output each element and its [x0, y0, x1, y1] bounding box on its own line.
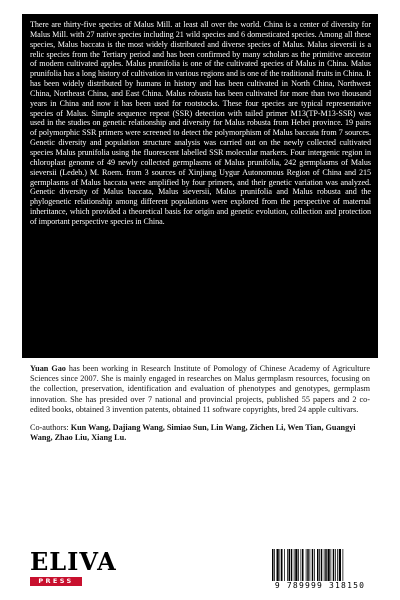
barcode-stripe: [343, 549, 344, 581]
barcode-stripe: [333, 549, 335, 581]
barcode-stripe: [277, 549, 279, 581]
barcode-stripe: [319, 549, 320, 581]
abstract-text: There are thirty-five species of Malus Mill. at least all over the world. China is a center of diversity for Malus Mill. with 27 native species including 21 wild species and 6 domesticated species. Among all these species, Malus baccata is the most widely distributed and diverse species of Malus. Malus sieversii is a relic species from the Tertiary period and has been confirmed by many scholars as the primitive ancestor of modern cultivated apples. Malus prunifolia is one of the cultivated species of Malus in China. Malus prunifolia has a long history of cultivation in various regions and is one of the traditional fruits in China. It has been widely distributed by humans in history and has been cultivated in North China, Northwest China, Northeast China, and East China. Malus robusta has been cultivated for more than two thousand years in China and now it has been used for rootstocks. These four species are typical representative species of Malus. Simple sequence repeat (SSR) detection with tailed primer M13(TP-M13-SSR) was used in the studies on genetic relationship and diversity for Malus robusta from Hebei province. 19 pairs of polymorphic SSR primers were screened to detect the polymorphism of Malus baccata from 7 sources. Genetic diversity and population structure analysis was carried out on the newly collected cultivated species Malus prunifolia using the fluorescent labelled SSR molecular markers. Four intergenic region in chloroplast genome of 49 newly collected germplasms of Malus prunifolia, 242 germplasms of Malus sieversii (Ledeb.) M. Roem. from 3 sources of Xinjiang Uygur Autonomous Region of China and 215 germplasms of Malus baccata were amplified by four primers, and their genetic variation was analyzed. Genetic diversity of Malus baccata, Malus sieversii, Malus prunifolia and Malus robusta and the phylogenetic relationship among different populations were explored from the perspective of maternal inheritance, which provided a theoretical basis for origin and genetic evolution, collection and protection of important perspective species in China.: [30, 20, 371, 226]
barcode-stripe: [291, 549, 293, 581]
barcode-stripe: [307, 549, 309, 581]
barcode-stripe: [284, 549, 285, 581]
barcode-stripe: [289, 549, 291, 581]
barcode-stripe: [294, 549, 295, 581]
publisher-logo-text: ELIVA: [30, 547, 117, 576]
isbn-barcode: [268, 548, 372, 590]
barcode-stripe: [298, 549, 299, 581]
barcode-stripe: [328, 549, 330, 581]
barcode-stripe: [335, 549, 336, 581]
barcode-stripe: [274, 549, 275, 581]
publisher-logo: [30, 547, 117, 587]
barcode-stripe: [312, 549, 314, 581]
barcode-bars: [268, 548, 372, 582]
barcode-stripe: [287, 549, 288, 581]
barcode-stripe: [310, 549, 311, 581]
coauthors-line: [30, 423, 370, 444]
barcode-stripe: [321, 549, 323, 581]
abstract-panel: [22, 14, 378, 358]
barcode-number: 9 789999 318150: [274, 581, 366, 590]
barcode-stripe: [314, 549, 315, 581]
coauthors-label: Co-authors:: [30, 423, 71, 433]
barcode-stripe: [337, 549, 338, 581]
barcode-stripe: [281, 549, 283, 581]
barcode-stripe: [302, 549, 304, 581]
publisher-logo-bar: PRESS: [30, 577, 82, 586]
barcode-stripe: [317, 549, 319, 581]
barcode-stripe: [295, 549, 297, 581]
barcode-stripe: [272, 549, 274, 581]
barcode-stripe: [324, 549, 325, 581]
barcode-stripe: [325, 549, 327, 581]
author-bio: [30, 364, 370, 415]
author-bio-text: has been working in Research Institute of Pomology of Chinese Academy of Agriculture Sciences since 2007. She is mainly engaged in researches on Malus germplasm resources, focusing on the collection, preservation, identification and evaluation of phenotypes and genotypes, germplasm innovation. She has presided over 7 national and provincial projects, published 55 papers and 2 co-edited books, obtained 3 invention patents, obtained 11 software copyrights, bred 24 apple cultivars.: [30, 364, 370, 414]
barcode-stripe: [331, 549, 332, 581]
coauthors-names: Kun Wang, Dajiang Wang, Simiao Sun, Lin Wang, Zichen Li, Wen Tian, Guangyi Wang, Zhao Liu, Xiang Lu.: [30, 423, 356, 443]
barcode-stripe: [280, 549, 281, 581]
author-name: Yuan Gao: [30, 364, 66, 373]
barcode-stripe: [306, 549, 307, 581]
barcode-stripe: [301, 549, 302, 581]
barcode-stripe: [339, 549, 341, 581]
